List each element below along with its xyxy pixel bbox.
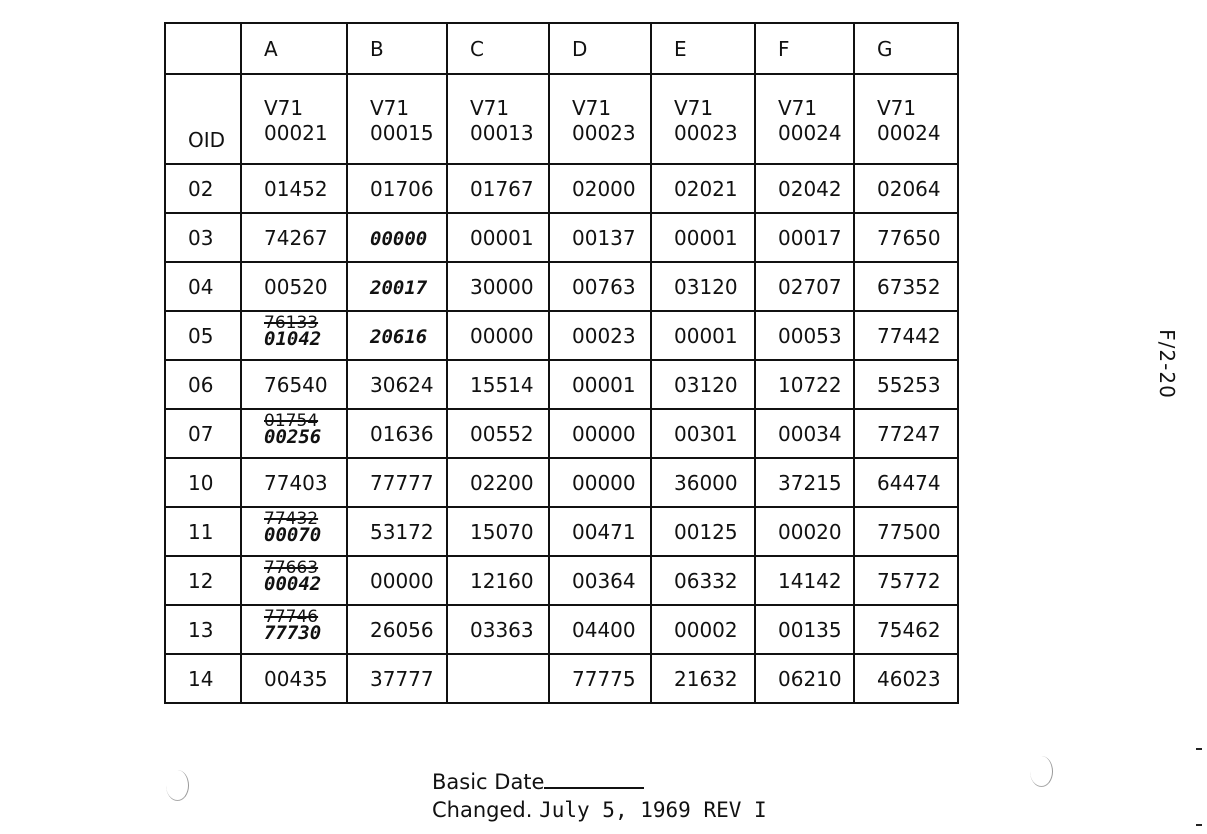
table-cell	[854, 458, 958, 507]
table-cell	[447, 654, 549, 703]
row-label: 14	[165, 654, 241, 703]
table-cell	[447, 458, 549, 507]
column-header: F	[755, 23, 854, 74]
corrected-value	[264, 609, 321, 643]
cell-value: 30000	[470, 274, 534, 299]
oid-cell	[854, 74, 958, 164]
cell-value: 00000	[572, 470, 636, 495]
oid-line: 00013	[470, 121, 534, 145]
table-cell	[549, 654, 651, 703]
table-cell	[651, 556, 755, 605]
cell-value: 00001	[674, 323, 738, 348]
cell-value: 55253	[877, 372, 941, 397]
table-cell	[347, 164, 447, 213]
table-cell	[347, 605, 447, 654]
column-header: A	[241, 23, 347, 74]
oid-line: V71	[370, 96, 410, 120]
table-cell	[347, 311, 447, 360]
cell-value: 67352	[877, 274, 941, 299]
cell-value: 00002	[674, 617, 738, 642]
changed-date: July 5, 1969 REV I	[539, 798, 767, 822]
table-cell	[755, 213, 854, 262]
cell-value: 03120	[674, 274, 738, 299]
table-cell	[347, 262, 447, 311]
table-cell	[447, 164, 549, 213]
oid-line: 00024	[778, 121, 842, 145]
cell-value: 00520	[264, 274, 328, 299]
table-cell	[347, 213, 447, 262]
oid-line: 00023	[572, 121, 636, 145]
cell-value: 04400	[572, 617, 636, 642]
table-cell	[447, 262, 549, 311]
table-cell	[651, 458, 755, 507]
table-cell	[347, 360, 447, 409]
table-cell	[755, 360, 854, 409]
cell-value: 00552	[470, 421, 534, 446]
struck-out-value: 77432	[264, 509, 319, 529]
table-cell	[549, 556, 651, 605]
cell-value: 00053	[778, 323, 842, 348]
oid-line: 00021	[264, 121, 328, 145]
row-label: 11	[165, 507, 241, 556]
punch-hole-mark	[166, 770, 189, 801]
cell-value: 10722	[778, 372, 842, 397]
cell-value: 00135	[778, 617, 842, 642]
oid-cell	[241, 74, 347, 164]
cell-value: 02707	[778, 274, 842, 299]
changed-label: Changed.	[432, 798, 533, 822]
table-cell	[651, 605, 755, 654]
handwritten-value: 00000	[370, 227, 428, 250]
cell-value: 00023	[572, 323, 636, 348]
margin-mark	[1196, 748, 1202, 750]
basic-date-blank	[544, 773, 644, 789]
table-cell	[651, 360, 755, 409]
cell-value: 30624	[370, 372, 434, 397]
table-row	[165, 556, 958, 605]
table-cell	[447, 311, 549, 360]
handwritten-value: 20017	[370, 276, 428, 299]
cell-value: 37215	[778, 470, 842, 495]
column-header: D	[549, 23, 651, 74]
table-cell	[755, 556, 854, 605]
cell-value: 00000	[370, 568, 434, 593]
column-header: E	[651, 23, 755, 74]
punch-hole-mark	[1030, 756, 1053, 787]
table-row	[165, 164, 958, 213]
cell-value: 02000	[572, 176, 636, 201]
handwritten-value: 00070	[264, 524, 322, 546]
cell-value: 00017	[778, 225, 842, 250]
row-label: OID	[165, 74, 241, 164]
table-cell	[241, 360, 347, 409]
cell-value: 77403	[264, 470, 328, 495]
table-row	[165, 507, 958, 556]
table-cell	[447, 605, 549, 654]
oid-cell	[651, 74, 755, 164]
table-cell	[241, 213, 347, 262]
table-cell	[347, 507, 447, 556]
table-cell	[241, 556, 347, 605]
basic-date-label: Basic Date	[432, 770, 545, 794]
cell-value: 03363	[470, 617, 534, 642]
table-cell	[241, 262, 347, 311]
struck-out-value: 01754	[264, 411, 319, 431]
table-cell	[549, 360, 651, 409]
cell-value: 01452	[264, 176, 328, 201]
struck-out-value: 76133	[264, 313, 319, 333]
table-cell	[755, 311, 854, 360]
cell-value: 00364	[572, 568, 636, 593]
row-label: 06	[165, 360, 241, 409]
table-row	[165, 654, 958, 703]
cell-value: 00001	[470, 225, 534, 250]
corrected-value	[264, 560, 321, 594]
handwritten-value: 00256	[264, 426, 322, 448]
table-cell	[755, 605, 854, 654]
table-cell	[447, 360, 549, 409]
table-cell	[854, 311, 958, 360]
cell-value: 00435	[264, 666, 328, 691]
cell-value: 00001	[572, 372, 636, 397]
cell-value: 00001	[674, 225, 738, 250]
corrected-value	[264, 315, 321, 349]
oid-row	[165, 74, 958, 164]
column-header-row	[165, 23, 958, 74]
corrected-value	[264, 511, 321, 545]
oid-line: V71	[674, 96, 714, 120]
oid-cell	[347, 74, 447, 164]
oid-line: 00023	[674, 121, 738, 145]
cell-value: 36000	[674, 470, 738, 495]
oid-cell	[447, 74, 549, 164]
row-label: 02	[165, 164, 241, 213]
cell-value: 00471	[572, 519, 636, 544]
handwritten-value: 00042	[264, 573, 322, 595]
table-cell	[651, 262, 755, 311]
table-cell	[651, 213, 755, 262]
table-cell	[241, 311, 347, 360]
table-cell	[241, 507, 347, 556]
oid-line: V71	[470, 96, 510, 120]
cell-value: 64474	[877, 470, 941, 495]
table-cell	[447, 507, 549, 556]
cell-value: 75462	[877, 617, 941, 642]
cell-value: 12160	[470, 568, 534, 593]
table-cell	[651, 409, 755, 458]
cell-value: 01767	[470, 176, 534, 201]
table-cell	[447, 556, 549, 605]
data-table	[164, 22, 959, 704]
cell-value: 77442	[877, 323, 941, 348]
cell-value: 00137	[572, 225, 636, 250]
table-cell	[549, 164, 651, 213]
handwritten-value: 01042	[264, 328, 322, 350]
table-cell	[651, 654, 755, 703]
cell-value: 00020	[778, 519, 842, 544]
cell-value: 01706	[370, 176, 434, 201]
table-cell	[854, 409, 958, 458]
table-cell	[241, 654, 347, 703]
table-cell	[549, 213, 651, 262]
cell-value: 14142	[778, 568, 842, 593]
table-cell	[854, 164, 958, 213]
table-cell	[347, 556, 447, 605]
cell-value: 00301	[674, 421, 738, 446]
table-cell	[651, 164, 755, 213]
row-label: 03	[165, 213, 241, 262]
table-cell	[854, 605, 958, 654]
oid-line: 00015	[370, 121, 434, 145]
cell-value: 02064	[877, 176, 941, 201]
cell-value: 21632	[674, 666, 738, 691]
cell-value: 77500	[877, 519, 941, 544]
table-cell	[241, 164, 347, 213]
table-row	[165, 262, 958, 311]
basic-date-line	[432, 768, 767, 796]
column-header: B	[347, 23, 447, 74]
table-cell	[651, 311, 755, 360]
margin-mark	[1196, 824, 1202, 826]
cell-value: 76540	[264, 372, 328, 397]
cell-value: 15070	[470, 519, 534, 544]
oid-line: V71	[778, 96, 818, 120]
changed-line	[432, 796, 767, 824]
table-row	[165, 213, 958, 262]
table-row	[165, 360, 958, 409]
table-cell	[549, 409, 651, 458]
row-label: 04	[165, 262, 241, 311]
cell-value: 00125	[674, 519, 738, 544]
cell-value: 15514	[470, 372, 534, 397]
oid-line: V71	[877, 96, 917, 120]
cell-value: 26056	[370, 617, 434, 642]
cell-value: 06210	[778, 666, 842, 691]
table-cell	[755, 507, 854, 556]
table-cell	[347, 409, 447, 458]
table-row	[165, 311, 958, 360]
table-cell	[347, 654, 447, 703]
struck-out-value: 77746	[264, 607, 319, 627]
table-cell	[549, 507, 651, 556]
corrected-value	[264, 413, 321, 447]
cell-value: 77650	[877, 225, 941, 250]
table-cell	[241, 458, 347, 507]
table-cell	[241, 409, 347, 458]
oid-line: 00024	[877, 121, 941, 145]
cell-value: 02200	[470, 470, 534, 495]
table-cell	[755, 654, 854, 703]
table-cell	[755, 262, 854, 311]
cell-value: 06332	[674, 568, 738, 593]
footer	[432, 768, 767, 824]
handwritten-value: 20616	[370, 325, 428, 348]
cell-value: 53172	[370, 519, 434, 544]
table-row	[165, 605, 958, 654]
cell-value: 02021	[674, 176, 738, 201]
cell-value: 00034	[778, 421, 842, 446]
table-cell	[755, 164, 854, 213]
table-cell	[549, 605, 651, 654]
cell-value: 02042	[778, 176, 842, 201]
row-label: 13	[165, 605, 241, 654]
column-header: G	[854, 23, 958, 74]
oid-line: V71	[264, 96, 304, 120]
cell-value: 77775	[572, 666, 636, 691]
table-cell	[651, 507, 755, 556]
table-cell	[854, 556, 958, 605]
table-cell	[854, 360, 958, 409]
cell-value: 46023	[877, 666, 941, 691]
table-cell	[854, 262, 958, 311]
cell-value: 37777	[370, 666, 434, 691]
table-cell	[549, 262, 651, 311]
oid-cell	[549, 74, 651, 164]
table-body	[165, 23, 958, 703]
column-header	[165, 23, 241, 74]
cell-value: 01636	[370, 421, 434, 446]
table-cell	[447, 213, 549, 262]
table-cell	[549, 311, 651, 360]
cell-value: 77777	[370, 470, 434, 495]
table-cell	[549, 458, 651, 507]
cell-value: 03120	[674, 372, 738, 397]
table-cell	[347, 458, 447, 507]
table-row	[165, 409, 958, 458]
cell-value: 00000	[470, 323, 534, 348]
table-cell	[854, 213, 958, 262]
page-number-label: F/2-20	[1154, 329, 1179, 399]
table-cell	[854, 507, 958, 556]
table-cell	[854, 654, 958, 703]
cell-value: 00763	[572, 274, 636, 299]
cell-value: 74267	[264, 225, 328, 250]
column-header: C	[447, 23, 549, 74]
struck-out-value: 77663	[264, 558, 319, 578]
table-cell	[755, 409, 854, 458]
oid-cell	[755, 74, 854, 164]
cell-value: 75772	[877, 568, 941, 593]
cell-value: 00000	[572, 421, 636, 446]
table-row	[165, 458, 958, 507]
oid-line: V71	[572, 96, 612, 120]
table-cell	[447, 409, 549, 458]
cell-value: 77247	[877, 421, 941, 446]
table-cell	[241, 605, 347, 654]
row-label: 10	[165, 458, 241, 507]
table-cell	[755, 458, 854, 507]
row-label: 05	[165, 311, 241, 360]
handwritten-value: 77730	[264, 622, 322, 644]
row-label: 07	[165, 409, 241, 458]
row-label: 12	[165, 556, 241, 605]
